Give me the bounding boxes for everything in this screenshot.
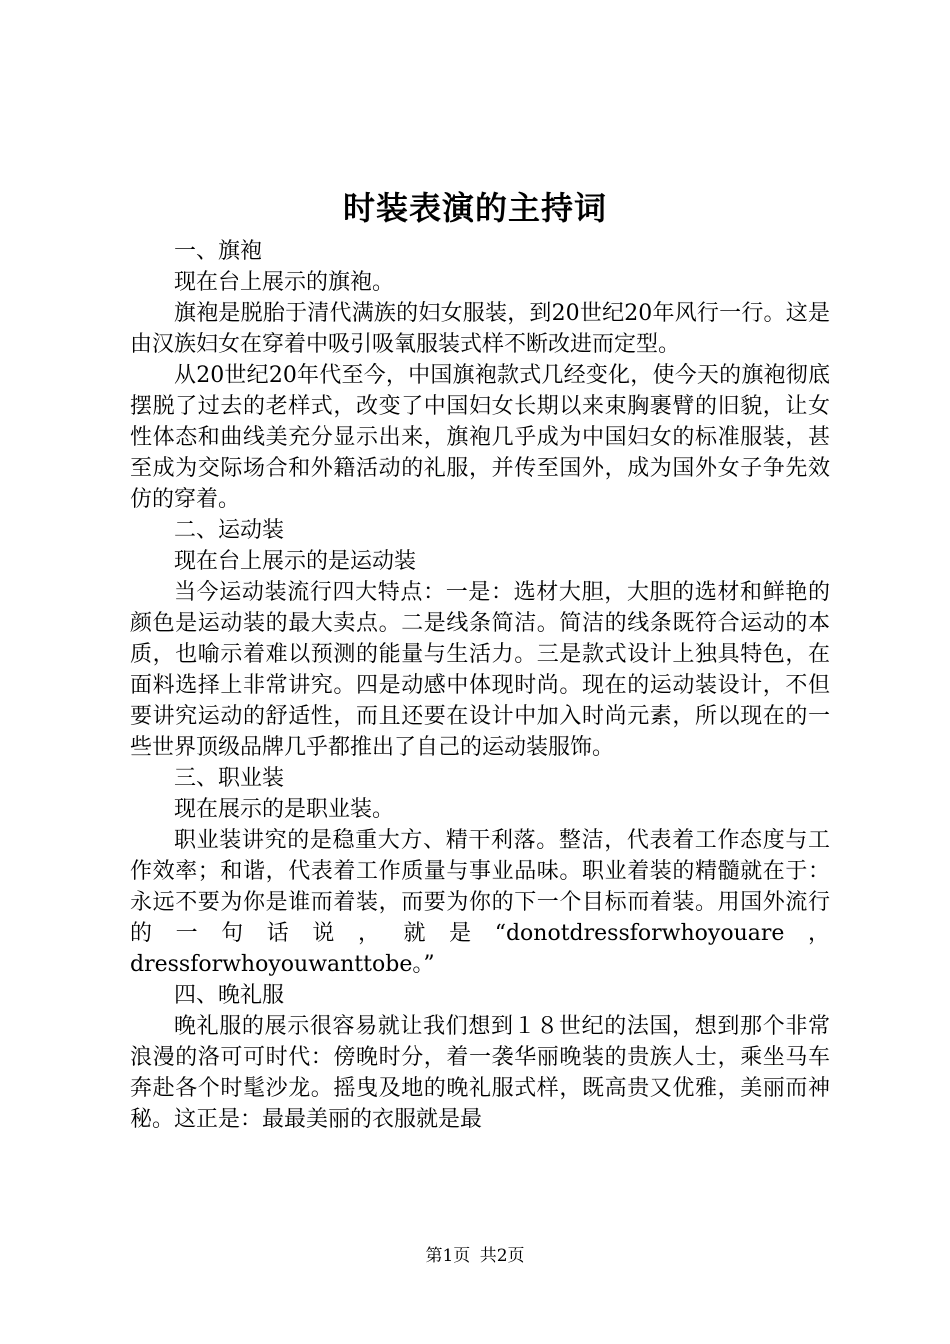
paragraph: 旗袍是脱胎于清代满族的妇女服装，到20世纪20年风行一行。这是由汉族妇女在穿着中吸引吸氧服装式样不断改进而定型。 (130, 301, 830, 357)
paragraph: 现在展示的是职业装。 (174, 797, 395, 822)
section-heading-workwear: 三、职业装 (174, 766, 285, 791)
section-heading-qipao: 一、旗袍 (174, 239, 263, 264)
paragraph: 现在台上展示的是运动装 (174, 549, 417, 574)
paragraph: 职业装讲究的是稳重大方、精干利落。整洁，代表着工作态度与工作效率；和谐，代表着工作质量与事业品味。职业着装的精髓就在于：永远不要为你是谁而着装，而要为你的下一个目标而着装。用国外流行的一句话说，就是“donotdressforwhoyouare，dressforwhoyouwanttobe。” (130, 828, 830, 977)
page-footer: 第1页 共2页 (425, 1246, 525, 1266)
section-heading-evening-dress: 四、晚礼服 (174, 983, 285, 1008)
paragraph: 当今运动装流行四大特点：一是：选材大胆，大胆的选材和鲜艳的颜色是运动装的最大卖点。二是线条简洁。简洁的线条既符合运动的本质，也喻示着难以预测的能量与生活力。三是款式设计上独具特色，在面料选择上非常讲究。四是动感中体现时尚。现在的运动装设计，不但要讲究运动的舒适性，而且还要在设计中加入时尚元素，所以现在的一些世界顶级品牌几乎都推出了自己的运动装服饰。 (130, 580, 830, 760)
section-heading-sportswear: 二、运动装 (174, 518, 285, 543)
paragraph: 从20世纪20年代至今，中国旗袍款式几经变化，使今天的旗袍彻底摆脱了过去的老样式，改变了中国妇女长期以来束胸裹臂的旧貌，让女性体态和曲线美充分显示出来，旗袍几乎成为中国妇女的标准服装，甚至成为交际场合和外籍活动的礼服，并传至国外，成为国外女子争先效仿的穿着。 (130, 363, 830, 512)
document-body (130, 236, 830, 1135)
page-title: 时装表演的主持词 (342, 189, 607, 227)
paragraph: 现在台上展示的旗袍。 (174, 270, 395, 295)
paragraph: 晚礼服的展示很容易就让我们想到１８世纪的法国，想到那个非常浪漫的洛可可时代：傍晚时分，着一袭华丽晚装的贵族人士，乘坐马车奔赴各个时髦沙龙。摇曳及地的晚礼服式样，既高贵又优雅，美丽而神秘。这正是：最最美丽的衣服就是最 (130, 1014, 830, 1132)
